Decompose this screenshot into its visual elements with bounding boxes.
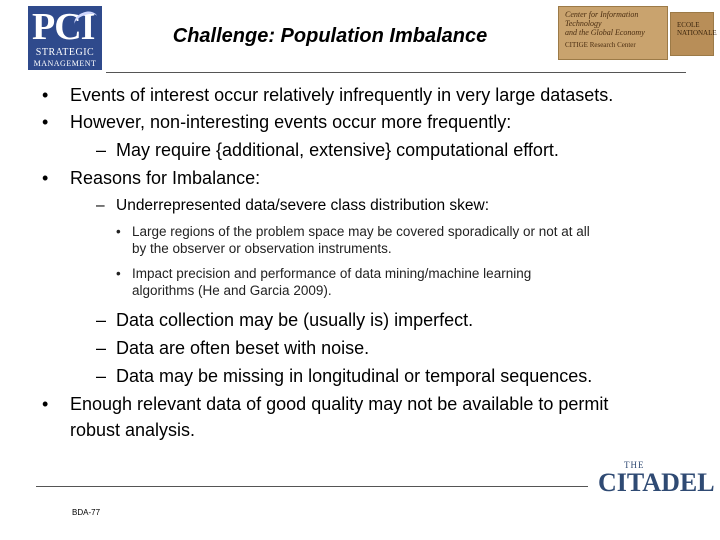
title-divider xyxy=(106,72,686,73)
bullet-marker: • xyxy=(42,112,49,132)
sub-bullet-text: Data are often beset with noise. xyxy=(116,338,370,358)
partner-logo-line1: Center for Information Technology and the Global Economy xyxy=(565,10,645,37)
bullet-text: Events of interest occur relatively infrequently in very large datasets. xyxy=(70,85,614,105)
page-number: BDA-77 xyxy=(72,508,101,517)
citadel-logo xyxy=(594,456,715,502)
bullet-text: robust analysis. xyxy=(70,420,196,440)
bullet-marker: • xyxy=(116,224,121,239)
sub-bullet-text: Underrepresented data/severe class distribution skew: xyxy=(116,197,490,214)
slide-title: Challenge: Population Imbalance xyxy=(172,25,488,47)
bullet-text: Reasons for Imbalance: xyxy=(70,168,261,188)
bullet-marker: • xyxy=(116,266,121,281)
footer-divider xyxy=(36,486,588,487)
pci-logo-text: PCI xyxy=(32,6,95,48)
sub-sub-bullet-text: Large regions of the problem space may be covered sporadically or not at all xyxy=(132,224,590,239)
citadel-logo-name: CITADEL xyxy=(598,468,715,497)
dash-marker: – xyxy=(96,366,107,386)
dash-marker: – xyxy=(96,310,107,330)
partner-logo-right-text: ECOLE NATIONALE xyxy=(677,21,717,37)
sub-bullet-text: Data may be missing in longitudinal or temporal sequences. xyxy=(116,366,593,386)
sub-bullet-text: May require {additional, extensive} computational effort. xyxy=(116,140,559,160)
pci-logo-line2: MANAGEMENT xyxy=(33,59,97,68)
dash-marker: – xyxy=(96,140,107,160)
partner-logo-left xyxy=(558,6,668,60)
dash-marker: – xyxy=(96,338,107,358)
sub-sub-bullet-text: algorithms (He and Garcia 2009). xyxy=(132,283,332,298)
bullet-text: However, non-interesting events occur more frequently: xyxy=(70,112,512,132)
partner-logo-right xyxy=(670,12,717,56)
pci-logo-line1: STRATEGIC xyxy=(35,47,95,58)
partner-logo xyxy=(558,6,717,60)
bullet-marker: • xyxy=(42,168,49,188)
bullet-marker: • xyxy=(42,394,49,414)
sub-sub-bullet-text: by the observer or observation instruments. xyxy=(132,241,392,256)
sub-sub-bullet-text: Impact precision and performance of data mining/machine learning xyxy=(132,266,532,281)
dash-marker: – xyxy=(96,197,105,214)
bullet-marker: • xyxy=(42,85,49,105)
citadel-logo-the: THE xyxy=(624,460,645,470)
sub-bullet-text: Data collection may be (usually is) imperfect. xyxy=(116,310,474,330)
bullet-text: Enough relevant data of good quality may not be available to permit xyxy=(70,394,609,414)
pci-logo xyxy=(28,6,102,70)
partner-logo-line3: CITIGE Research Center xyxy=(565,41,636,49)
